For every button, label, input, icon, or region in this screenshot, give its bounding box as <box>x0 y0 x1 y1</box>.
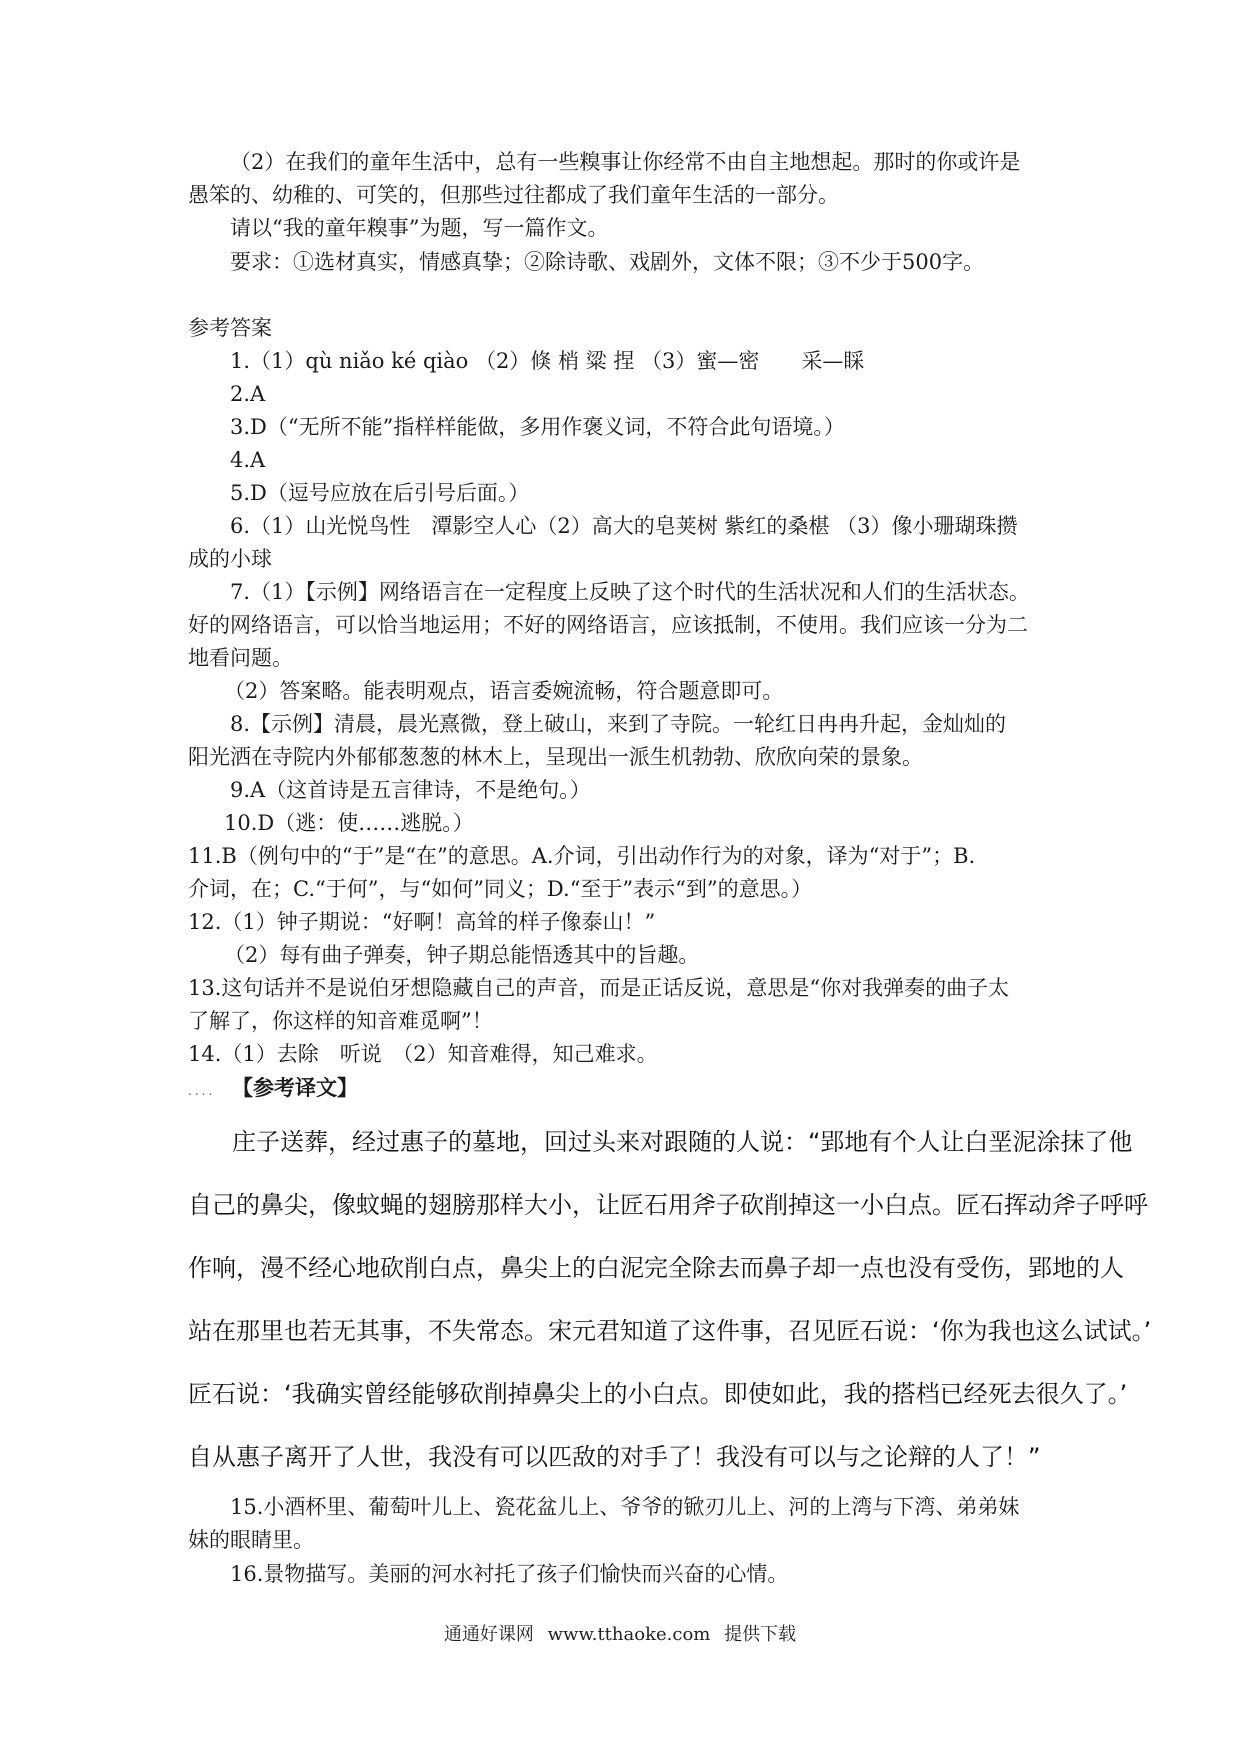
footer-url-link[interactable]: www.tthaoke.com <box>547 1624 711 1645</box>
answers-heading: 参考答案 <box>188 316 272 340</box>
answer-item: 15.小酒杯里、葡萄叶儿上、瓷花盆儿上、爷爷的锨刃儿上、河的上湾与下湾、弟弟妹 <box>230 1495 1020 1519</box>
essay-title-instruction: 请以“我的童年糗事”为题，写一篇作文。 <box>230 216 609 240</box>
footer-suffix: 提供下载 <box>724 1624 797 1645</box>
answer-item: 13.这句话并不是说伯牙想隐藏自己的声音，而是正话反说，意思是“你对我弹奏的曲子太 <box>188 976 1010 1000</box>
answer-item: 好的网络语言，可以恰当地运用；不好的网络语言，应该抵制，不使用。我们应该一分为二 <box>188 613 1028 637</box>
essay-prompt-line: （2）在我们的童年生活中，总有一些糗事让你经常不由自主地想起。那时的你或许是 <box>230 150 1021 174</box>
answer-item: 14.（1）去除 听说 （2）知音难得，知己难求。 <box>188 1042 658 1066</box>
answer-item: 1.（1）qù niǎo ké qiào （2）倏 梢 粱 捏 （3）蜜—密 采—睬 <box>230 349 865 373</box>
essay-prompt-line: 愚笨的、幼稚的、可笑的，但那些过往都成了我们童年生活的一部分。 <box>188 183 839 207</box>
translation-line: 自己的鼻尖，像蚊蝇的翅膀那样大小，让匠石用斧子砍削掉这一小白点。匠石挥动斧子呼呼 <box>188 1191 1148 1219</box>
footer-site-name: 通通好课网 <box>443 1624 534 1645</box>
decorative-dots: .... <box>188 1084 216 1098</box>
answer-item: （2）答案略。能表明观点，语言委婉流畅，符合题意即可。 <box>224 679 784 703</box>
translation-line: 匠石说：‘我确实曾经能够砍削掉鼻尖上的小白点。即使如此，我的搭档已经死去很久了。’ <box>188 1380 1128 1408</box>
answer-item: 地看问题。 <box>188 646 293 670</box>
answer-item: 3.D（“无所不能”指样样能做，多用作褒义词，不符合此句语境。） <box>230 415 845 439</box>
answer-item: 了解了，你这样的知音难觅啊”！ <box>188 1009 493 1033</box>
answer-item: 11.B（例句中的“于”是“在”的意思。A.介词，引出动作行为的对象，译为“对于”；B. <box>188 844 976 868</box>
answer-item: 4.A <box>230 448 266 472</box>
answer-item: 2.A <box>230 382 266 406</box>
answer-item: 5.D（逗号应放在后引号后面。） <box>230 481 530 505</box>
translation-heading: 【参考译文】 <box>232 1075 358 1100</box>
answer-item: 8.【示例】清晨，晨光熹微，登上破山，来到了寺院。一轮红日冉冉升起，金灿灿的 <box>230 712 1007 736</box>
answer-item: （2）每有曲子弹奏，钟子期总能悟透其中的旨趣。 <box>224 943 700 967</box>
translation-line: 站在那里也若无其事，不失常态。宋元君知道了这件事，召见匠石说：‘你为我也这么试试。’ <box>188 1317 1152 1345</box>
answer-item: 7.（1）【示例】网络语言在一定程度上反映了这个时代的生活状况和人们的生活状态。 <box>230 580 1030 604</box>
essay-requirements: 要求：①选材真实，情感真挚；②除诗歌、戏剧外，文体不限；③不少于500字。 <box>230 250 985 274</box>
answer-item: 成的小球 <box>188 547 272 571</box>
answer-item: 9.A（这首诗是五言律诗，不是绝句。） <box>230 778 591 802</box>
translation-line: 庄子送葬，经过惠子的墓地，回过头来对跟随的人说：“郢地有个人让白垩泥涂抹了他 <box>232 1128 1133 1156</box>
answer-item: 16.景物描写。美丽的河水衬托了孩子们愉快而兴奋的心情。 <box>230 1562 789 1586</box>
footer <box>0 1620 1240 1646</box>
translation-line: 作响，漫不经心地砍削白点，鼻尖上的白泥完全除去而鼻子却一点也没有受伤，郢地的人 <box>188 1254 1124 1282</box>
answer-item: 12.（1）钟子期说：“好啊！高耸的样子像泰山！” <box>188 910 656 934</box>
answer-item: 10.D（逃：使……逃脱。） <box>224 811 474 835</box>
answer-item: 介词，在；C.“于何”，与“如何”同义；D.“至于”表示“到”的意思。） <box>188 877 813 901</box>
answer-item: 6.（1）山光悦鸟性 潭影空人心（2）高大的皂荚树 紫红的桑椹 （3）像小珊瑚珠攒 <box>230 514 1018 538</box>
translation-line: 自从惠子离开了人世，我没有可以匹敌的对手了！我没有可以与之论辩的人了！” <box>188 1443 1041 1471</box>
answer-item: 妹的眼睛里。 <box>188 1528 314 1552</box>
answer-item: 阳光洒在寺院内外郁郁葱葱的林木上，呈现出一派生机勃勃、欣欣向荣的景象。 <box>188 745 923 769</box>
